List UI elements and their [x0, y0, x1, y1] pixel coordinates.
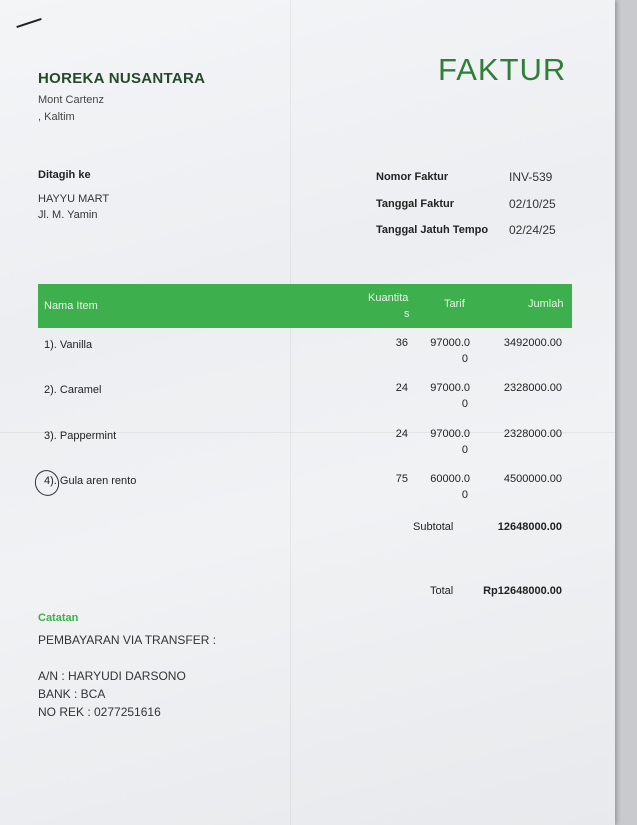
row-price-cont: 0	[461, 353, 468, 365]
notes-line: PEMBAYARAN VIA TRANSFER :	[38, 633, 217, 647]
document-title: FAKTUR	[438, 52, 567, 87]
row-price-cont: 0	[461, 444, 468, 456]
header-qty-line1: Kuantita	[368, 292, 409, 304]
row-amount: 2328000.00	[503, 428, 562, 440]
company-name: HOREKA NUSANTARA	[38, 70, 206, 87]
scan-background-edge	[615, 0, 637, 825]
company-address-1: Mont Cartenz	[38, 94, 105, 106]
row-item-name: 4). Gula aren rento	[44, 475, 137, 487]
row-price-cont: 0	[461, 489, 468, 501]
notes-line: A/N : HARYUDI DARSONO	[38, 669, 186, 683]
row-price: 60000.0	[430, 473, 470, 485]
header-item: Nama Item	[44, 300, 98, 312]
row-price: 97000.0	[430, 382, 470, 394]
header-price: Tarif	[444, 298, 465, 310]
row-qty: 24	[395, 382, 408, 394]
row-item-name: 3). Pappermint	[44, 430, 117, 442]
total-label: Total	[430, 585, 454, 597]
header-amount: Jumlah	[528, 298, 564, 310]
due-date-value: 02/24/25	[509, 223, 556, 237]
invoice-number-label: Nomor Faktur	[376, 171, 449, 183]
bill-to-name: HAYYU MART	[38, 193, 110, 205]
row-price-cont: 0	[461, 398, 468, 410]
due-date-label: Tanggal Jatuh Tempo	[376, 224, 489, 236]
row-qty: 75	[395, 473, 408, 485]
bill-to-address: Jl. M. Yamin	[38, 209, 98, 221]
total-value: Rp12648000.00	[483, 585, 562, 597]
row-item-name: 1). Vanilla	[44, 339, 93, 351]
notes-line: NO REK : 0277251616	[38, 705, 161, 719]
header-qty-line2: s	[404, 308, 410, 320]
subtotal-value: 12648000.00	[497, 521, 562, 533]
invoice-date-label: Tanggal Faktur	[376, 198, 455, 210]
company-address-2: , Kaltim	[38, 111, 75, 123]
row-qty: 36	[395, 337, 408, 349]
row-qty: 24	[395, 428, 408, 440]
pen-mark	[16, 18, 41, 28]
invoice-date-value: 02/10/25	[509, 197, 556, 211]
paper-crease	[290, 0, 291, 825]
invoice-number-value: INV-539	[509, 170, 553, 184]
notes-label: Catatan	[38, 612, 79, 624]
notes-line: BANK : BCA	[38, 687, 106, 701]
row-price: 97000.0	[430, 428, 470, 440]
row-price: 97000.0	[430, 337, 470, 349]
row-amount: 4500000.00	[503, 473, 562, 485]
subtotal-label: Subtotal	[413, 521, 454, 533]
row-item-name: 2). Caramel	[44, 384, 102, 396]
items-table-header	[38, 284, 572, 328]
row-amount: 2328000.00	[503, 382, 562, 394]
bill-to-label: Ditagih ke	[38, 169, 91, 181]
row-amount: 3492000.00	[503, 337, 562, 349]
